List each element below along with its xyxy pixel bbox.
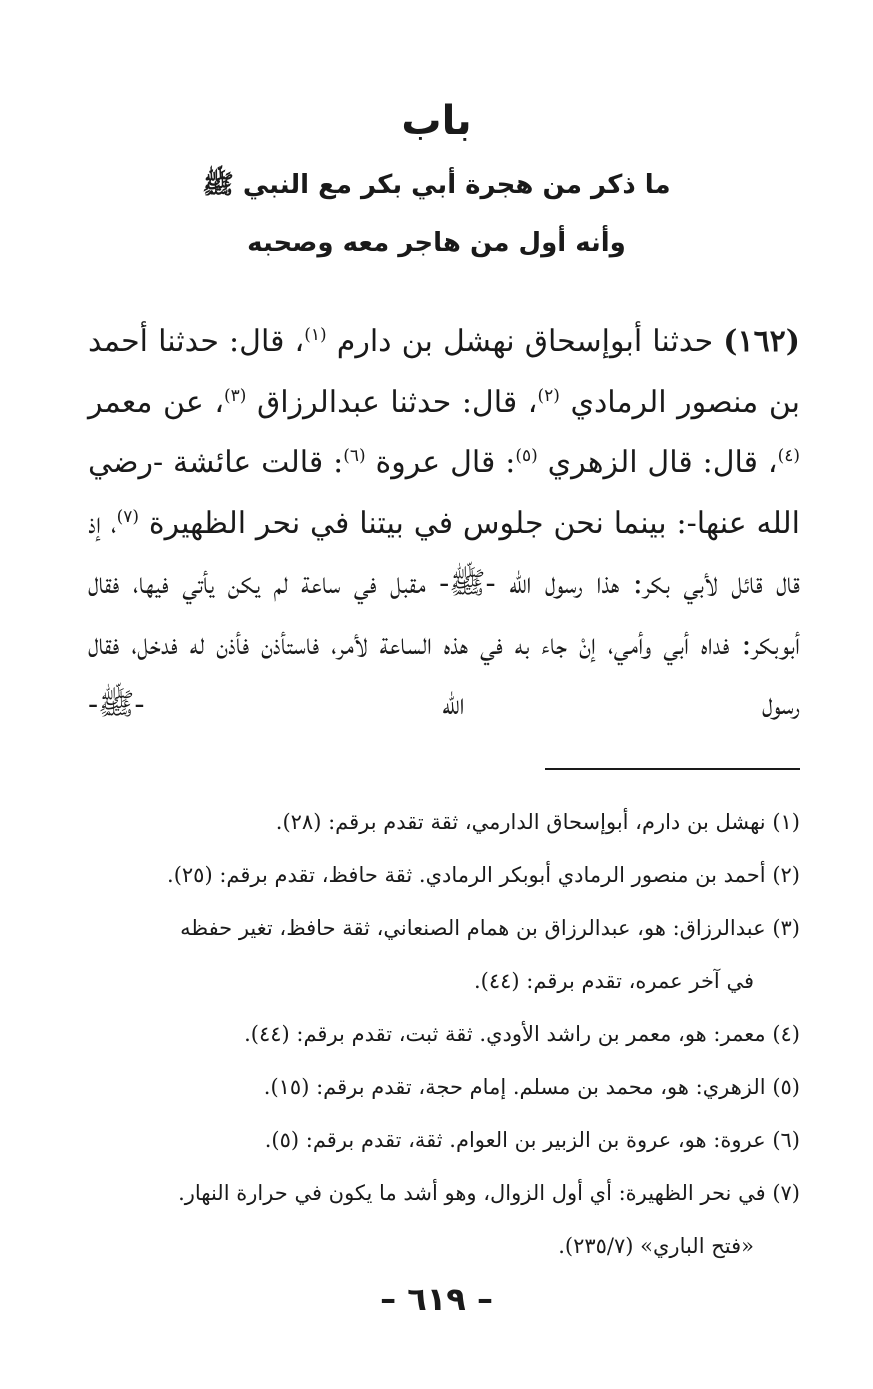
footnote-5	[88, 1061, 800, 1114]
chapter-title: باب	[401, 98, 472, 144]
footnote-number: (٧)	[772, 1181, 800, 1205]
footnote-number: (٥)	[772, 1075, 800, 1099]
footnote-reference: (٧)	[116, 506, 140, 527]
hadith-segment: ، قال: قال الزهري	[547, 445, 778, 480]
footnote-reference: (٢)	[537, 385, 560, 406]
footnote-number: (٦)	[772, 1128, 800, 1152]
footnote-number: (١)	[772, 810, 800, 834]
footnote-text: أحمد بن منصور الرمادي أبوبكر الرمادي. ثقة حافظ، تقدم برقم: (٢٥).	[167, 863, 766, 887]
footnote-1	[88, 796, 800, 849]
footnote-text: في نحر الظهيرة: أي أول الزوال، وهو أشد ما يكون في حرارة النهار.	[178, 1181, 766, 1205]
page-number: – ٦١٩ –	[380, 1280, 493, 1318]
footnote-3	[88, 902, 800, 1008]
footnote-reference: (٦)	[343, 446, 366, 466]
hadith-segment: ، عن معمر	[88, 384, 225, 420]
footnote-text: عبدالرزاق: هو، عبدالرزاق بن همام الصنعاني، ثقة حافظ، تغير حفظه	[180, 916, 766, 940]
footnote-text: الزهري: هو، محمد بن مسلم. إمام حجة، تقدم برقم: (١٥).	[263, 1075, 766, 1099]
footnote-4	[88, 1008, 800, 1061]
chapter-subtitle-line-2: وأنه أول من هاجر معه وصحبه	[247, 228, 626, 258]
footnote-reference: (٤)	[777, 446, 800, 466]
footnote-number: (٢)	[772, 863, 800, 887]
footnote-7	[88, 1167, 800, 1273]
chapter-subtitle-line-1: ما ذكر من هجرة أبي بكر مع النبي ﷺ	[202, 170, 671, 200]
footnote-continuation: في آخر عمره، تقدم برقم: (٤٤).	[473, 969, 754, 993]
footnote-number: (٤)	[772, 1022, 800, 1046]
footnote-text: نهشل بن دارم، أبوإسحاق الدارمي، ثقة تقدم برقم: (٢٨).	[275, 810, 766, 834]
footnotes-section	[88, 796, 800, 1273]
hadith-number: (١٦٢)	[723, 324, 800, 359]
footnote-reference: (٣)	[224, 385, 247, 406]
footnote-6	[88, 1114, 800, 1167]
hadith-segment: : قال عروة	[375, 445, 516, 480]
footnote-continuation: «فتح الباري» (٢٣٥/٧).	[558, 1234, 754, 1258]
hadith-segment: ، قال: حدثنا أحمد بن منصور الرمادي	[88, 324, 800, 420]
footnote-2	[88, 849, 800, 902]
hadith-segment: ، إذ قال قائل لأبي بكر: هذا رسول الله -ﷺ- مقبل في ساعة لم يكن يأتي فيها، فقال أبوبكر: فداه أبي وأمي، إنْ جاء به في هذه الساعة لأمر، فاستأذن فأذن له فدخل، فقال رسول الله -ﷺ-	[88, 505, 800, 722]
hadith-segment: ، قال: حدثنا عبدالرزاق	[257, 384, 538, 420]
hadith-segment: : قالت عائشة -رضي الله عنها-: بينما نحن جلوس في بيتنا في نحر الظهيرة	[88, 445, 800, 541]
hadith-paragraph	[88, 312, 800, 736]
hadith-segment: حدثنا أبوإسحاق نهشل بن دارم	[336, 324, 714, 359]
footnote-reference: (٥)	[515, 446, 538, 466]
footnote-reference: (١)	[304, 325, 327, 345]
footnote-text: معمر: هو، معمر بن راشد الأودي. ثقة ثبت، تقدم برقم: (٤٤).	[244, 1022, 766, 1046]
footnote-number: (٣)	[772, 916, 800, 940]
footnote-text: عروة: هو، عروة بن الزبير بن العوام. ثقة، تقدم برقم: (٥).	[264, 1128, 766, 1152]
footnote-divider	[545, 768, 800, 770]
